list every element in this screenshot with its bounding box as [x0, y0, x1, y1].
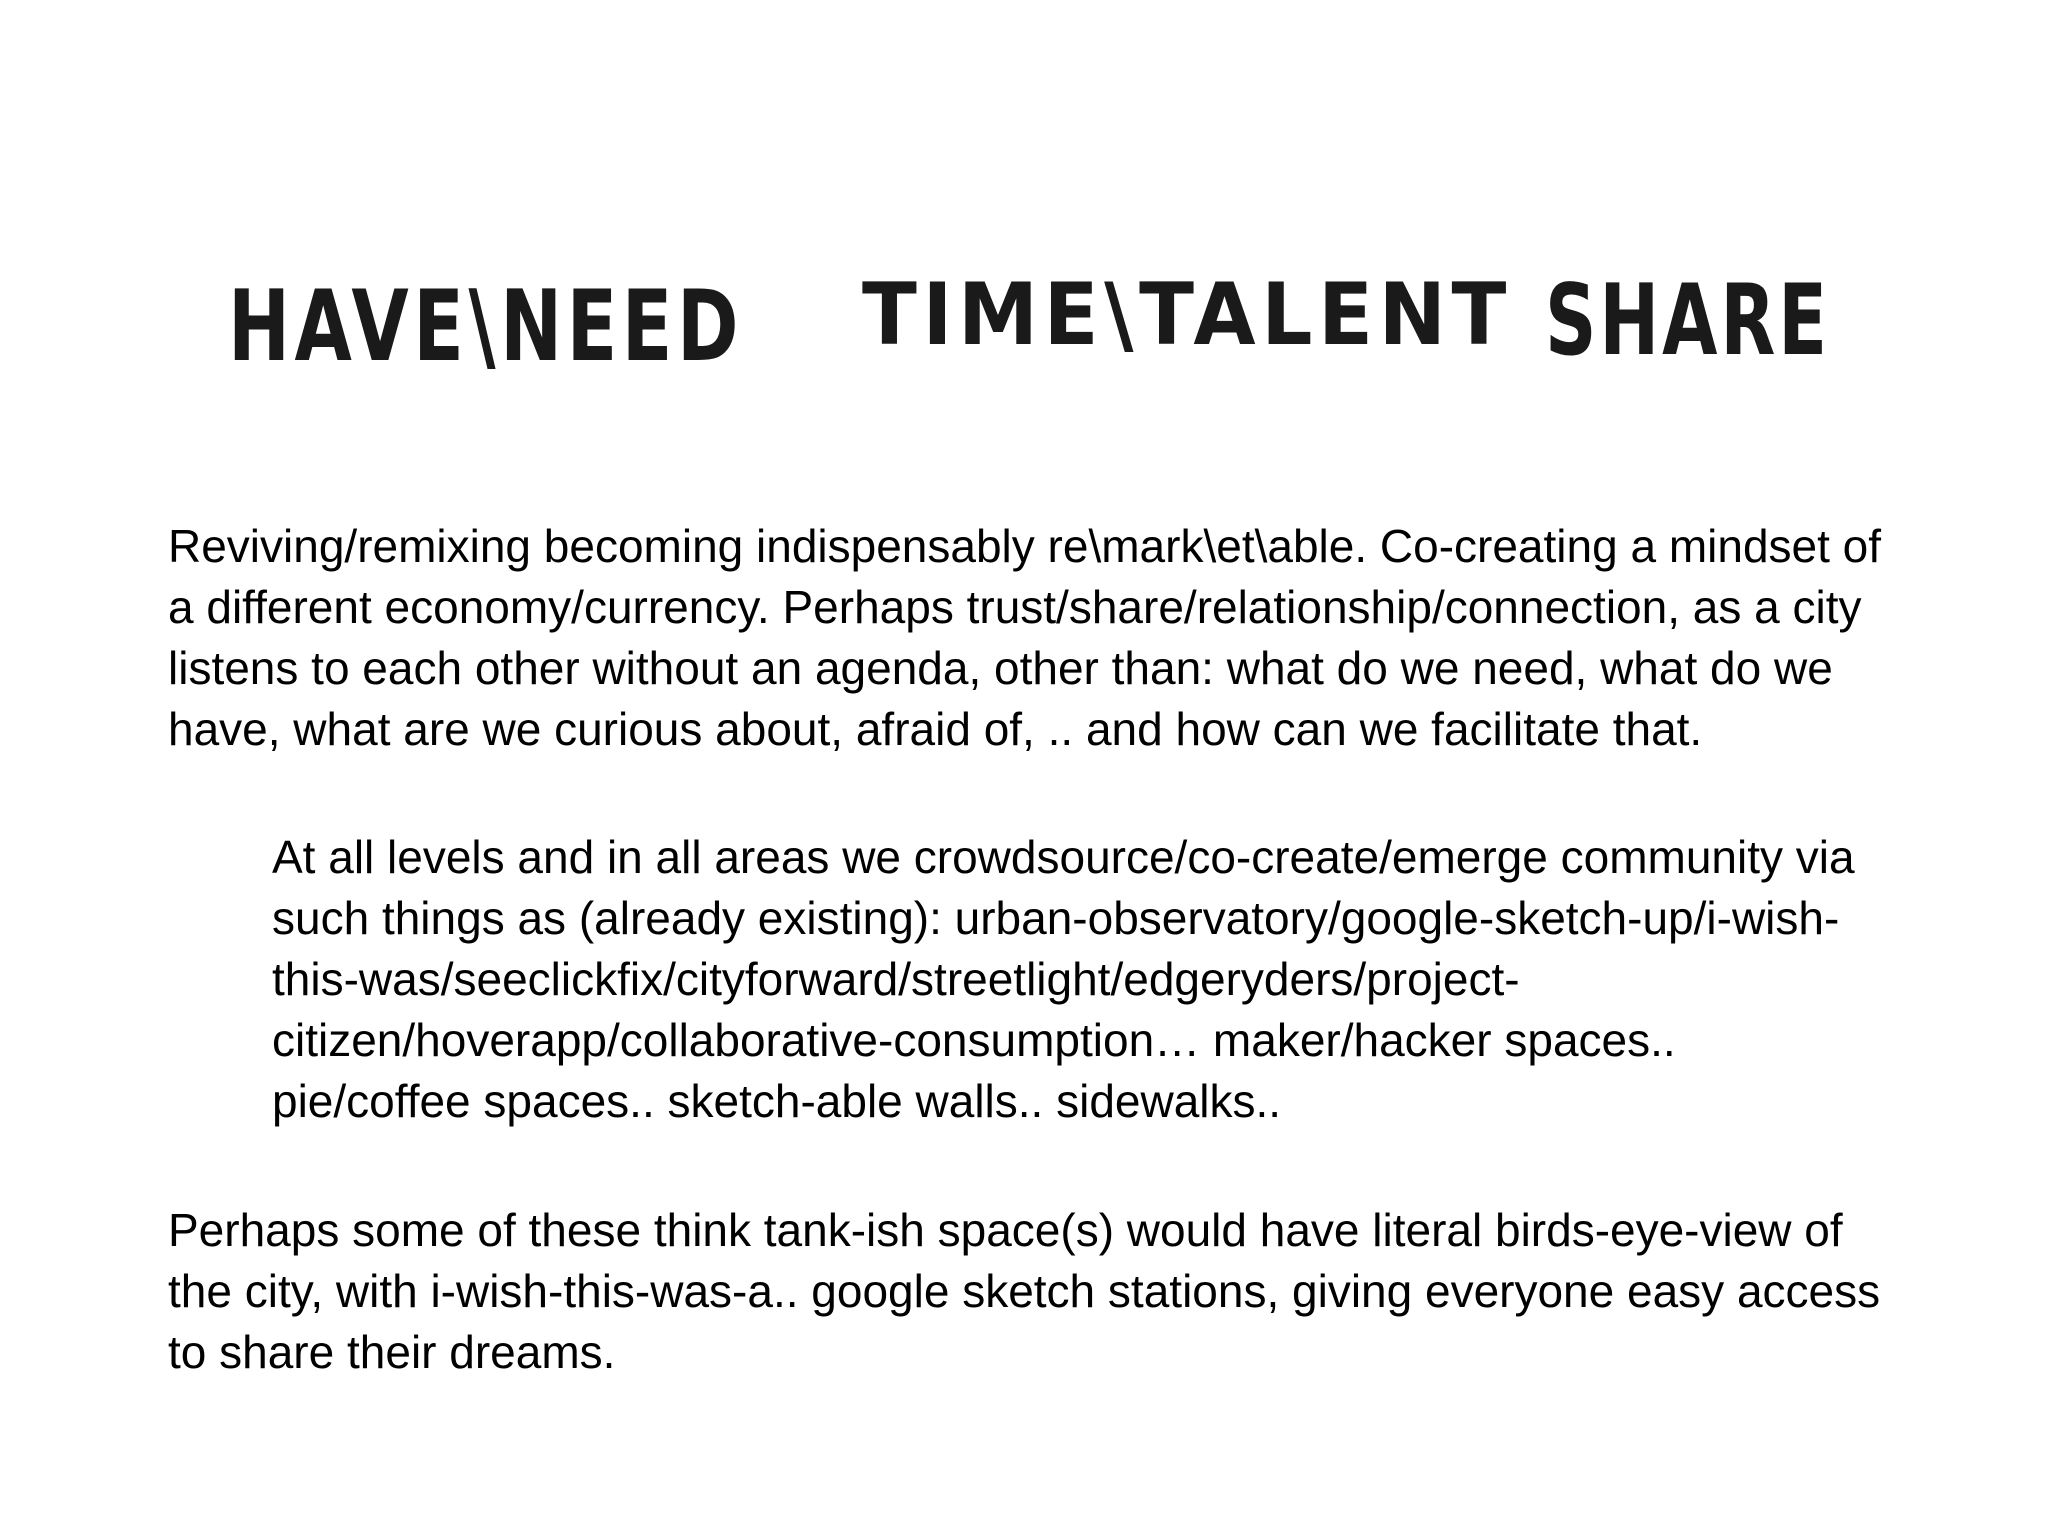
paragraph-line: listens to each other without an agenda, other than: what do we need, what do we — [168, 642, 1833, 694]
title-part-time-talent: TIME\TALENT — [862, 265, 1512, 365]
paragraph-line: such things as (already existing): urban-observatory/google-sketch-up/i-wish- — [272, 892, 1840, 944]
paragraph-reviving — [168, 516, 1881, 760]
paragraph-line: citizen/hoverapp/collaborative-consumption… maker/hacker spaces.. — [272, 1014, 1676, 1066]
paragraph-line: a different economy/currency. Perhaps trust/share/relationship/connection, as a city — [168, 581, 1862, 633]
paragraph-line: Perhaps some of these think tank-ish space(s) would have literal birds-eye-view of — [168, 1204, 1843, 1256]
paragraph-line: the city, with i-wish-this-was-a.. google sketch stations, giving everyone easy access — [168, 1265, 1881, 1317]
paragraph-line: pie/coffee spaces.. sketch-able walls.. sidewalks.. — [272, 1075, 1282, 1127]
paragraph-line: have, what are we curious about, afraid of, .. and how can we facilitate that. — [168, 703, 1703, 755]
title-part-share: SHARE — [1545, 264, 1830, 378]
hand-lettered-title-image — [220, 250, 1840, 384]
paragraph-line: Reviving/remixing becoming indispensably re\mark\et\able. Co-creating a mindset of — [168, 520, 1882, 572]
paragraph-line: to share their dreams. — [168, 1326, 616, 1378]
title-part-have-need: HAVE\NEED — [228, 270, 743, 384]
paragraph-think-tank — [168, 1200, 1880, 1383]
paragraph-crowdsource-indented — [272, 827, 1855, 1132]
stencil-lettering — [220, 250, 1840, 384]
paragraph-line: At all levels and in all areas we crowdsource/co-create/emerge community via — [272, 831, 1855, 883]
paragraph-line: this-was/seeclickfix/cityforward/streetlight/edgeryders/project- — [272, 953, 1520, 1005]
